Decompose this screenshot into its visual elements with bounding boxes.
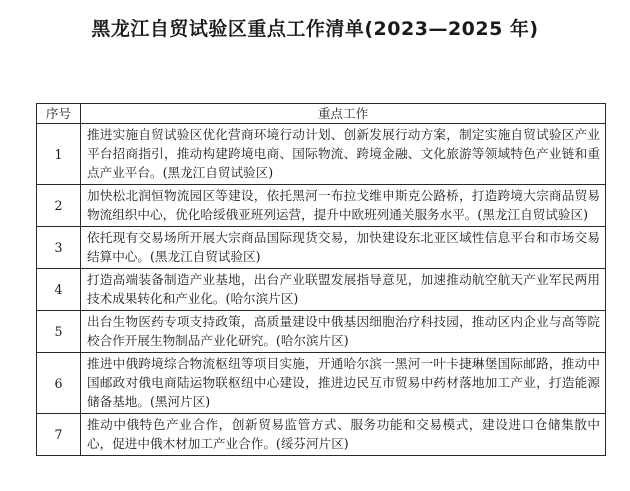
table-row bbox=[37, 124, 606, 185]
row-number: 6 bbox=[37, 353, 81, 414]
header-key-tasks: 重点工作 bbox=[81, 104, 606, 124]
row-task-text: 加快松北润恒物流园区等建设，依托黑河一布拉戈维申斯克公路桥，打造跨境大宗商品贸易物流组织中心，优化哈绥俄亚班列运营，提升中欧班列通关服务水平。(黑龙江自贸试验区) bbox=[81, 185, 606, 227]
table-row bbox=[37, 414, 606, 456]
row-task-text: 推进中俄跨境综合物流枢纽等项目实施，开通哈尔滨一黑河一叶卡捷琳堡国际邮路，推动中国邮政对俄电商陆运物联枢纽中心建设，推进边民互市贸易中药材落地加工产业，打造能源储备基地。(黑河片区) bbox=[81, 353, 606, 414]
key-tasks-table bbox=[36, 103, 606, 456]
row-task-text: 推动中俄特色产业合作，创新贸易监管方式、服务功能和交易模式，建设进口仓储集散中心，促进中俄木材加工产业合作。(绥芬河片区) bbox=[81, 414, 606, 456]
table-row bbox=[37, 269, 606, 311]
row-number: 5 bbox=[37, 311, 81, 353]
row-number: 3 bbox=[37, 227, 81, 269]
row-number: 2 bbox=[37, 185, 81, 227]
row-number: 7 bbox=[37, 414, 81, 456]
document-title: 黑龙江自贸试验区重点工作清单(2023—2025 年) bbox=[91, 18, 539, 40]
row-task-text: 出台生物医药专项支持政策，高质量建设中俄基因细胞治疗科技园，推动区内企业与高等院校合作开展生物制品产业化研究。(哈尔滨片区) bbox=[81, 311, 606, 353]
row-task-text: 打造高端装备制造产业基地，出台产业联盟发展指导意见，加速推动航空航天产业军民两用技术成果转化和产业化。(哈尔滨片区) bbox=[81, 269, 606, 311]
row-number: 4 bbox=[37, 269, 81, 311]
row-number: 1 bbox=[37, 124, 81, 185]
table-row bbox=[37, 227, 606, 269]
table-row bbox=[37, 353, 606, 414]
table-row bbox=[37, 185, 606, 227]
row-task-text: 依托现有交易场所开展大宗商品国际现货交易，加快建设东北亚区域性信息平台和市场交易结算中心。(黑龙江自贸试验区) bbox=[81, 227, 606, 269]
row-task-text: 推进实施自贸试验区优化营商环境行动计划、创新发展行动方案，制定实施自贸试验区产业平台招商指引，推动构建跨境电商、国际物流、跨境金融、文化旅游等领域特色产业链和重点产业平台。(黑龙江自贸试验区) bbox=[81, 124, 606, 185]
table-row bbox=[37, 311, 606, 353]
table-header-row bbox=[37, 104, 606, 124]
header-serial-number: 序号 bbox=[37, 104, 81, 124]
